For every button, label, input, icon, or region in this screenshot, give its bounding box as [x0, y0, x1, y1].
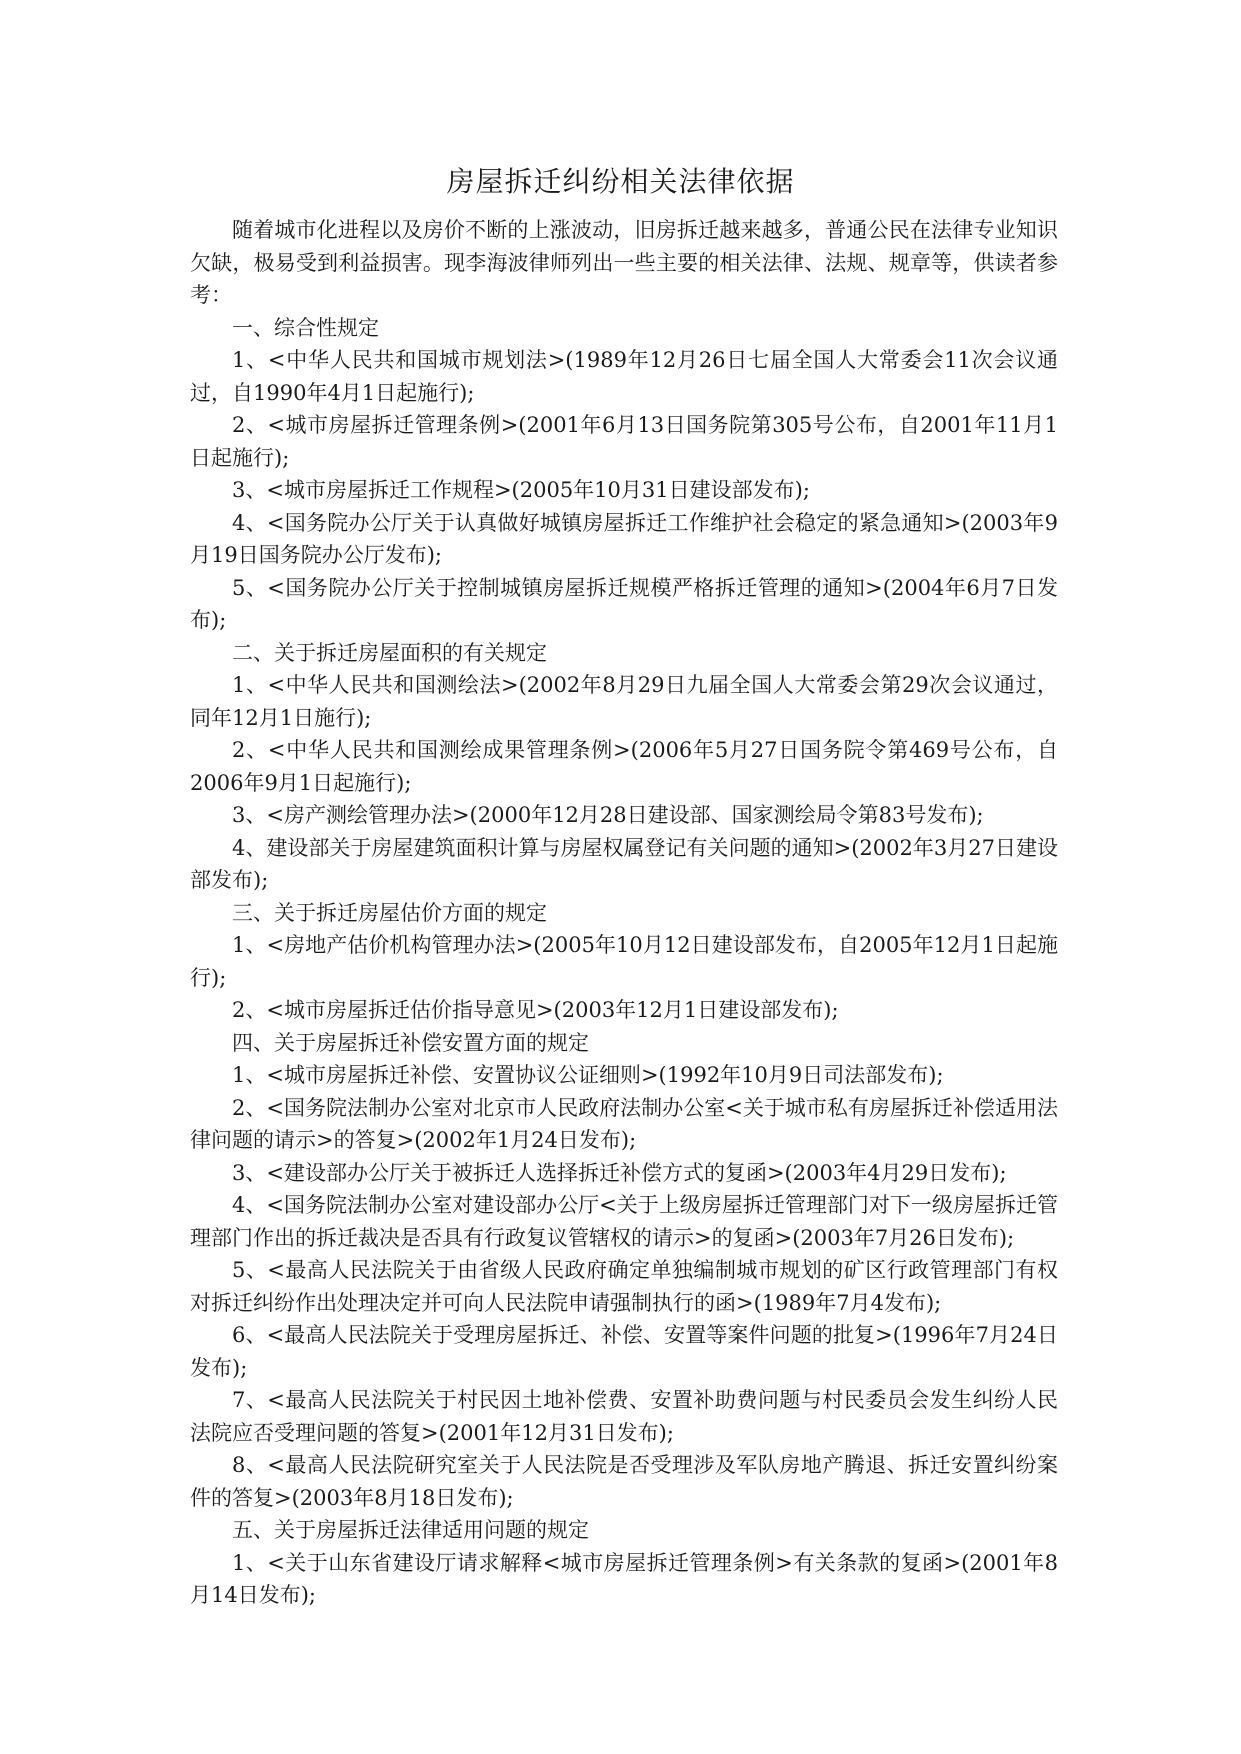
- paragraph: 2、<国务院法制办公室对北京市人民政府法制办公室<关于城市私有房屋拆迁补偿适用法律问题的请示>的答复>(2002年1月24日发布);: [190, 1095, 1058, 1152]
- document-body: [190, 214, 1058, 1612]
- paragraph: 4、<国务院办公厅关于认真做好城镇房屋拆迁工作维护社会稳定的紧急通知>(2003年9月19日国务院办公厅发布);: [190, 510, 1058, 567]
- paragraph: 4、<国务院法制办公室对建设部办公厅<关于上级房屋拆迁管理部门对下一级房屋拆迁管理部门作出的拆迁裁决是否具有行政复议管辖权的请示>的复函>(2003年7月26日发布);: [190, 1193, 1058, 1250]
- paragraph: 1、<中华人民共和国城市规划法>(1989年12月26日七届全国人大常委会11次会议通过，自1990年4月1日起施行);: [190, 348, 1058, 405]
- paragraph: 2、<城市房屋拆迁管理条例>(2001年6月13日国务院第305号公布，自2001年11月1日起施行);: [190, 413, 1058, 470]
- paragraph: 5、<最高人民法院关于由省级人民政府确定单独编制城市规划的矿区行政管理部门有权对拆迁纠纷作出处理决定并可向人民法院申请强制执行的函>(1989年7月4发布);: [190, 1258, 1058, 1315]
- paragraph: 三、关于拆迁房屋估价方面的规定: [232, 900, 547, 925]
- paragraph: 4、建设部关于房屋建筑面积计算与房屋权属登记有关问题的通知>(2002年3月27日建设部发布);: [190, 835, 1058, 892]
- paragraph: 五、关于房屋拆迁法律适用问题的规定: [232, 1518, 589, 1542]
- paragraph: 1、<城市房屋拆迁补偿、安置协议公证细则>(1992年10月9日司法部发布);: [232, 1063, 944, 1087]
- paragraph: 3、<城市房屋拆迁工作规程>(2005年10月31日建设部发布);: [232, 478, 810, 502]
- document-title: 房屋拆迁纠纷相关法律依据: [446, 165, 795, 198]
- paragraph: 6、<最高人民法院关于受理房屋拆迁、补偿、安置等案件问题的批复>(1996年7月24日发布);: [190, 1323, 1058, 1380]
- paragraph: 8、<最高人民法院研究室关于人民法院是否受理涉及军队房地产腾退、拆迁安置纠纷案件的答复>(2003年8月18日发布);: [190, 1453, 1058, 1510]
- paragraph: 1、<关于山东省建设厅请求解释<城市房屋拆迁管理条例>有关条款的复函>(2001年8月14日发布);: [190, 1550, 1058, 1607]
- paragraph: 2、<城市房屋拆迁估价指导意见>(2003年12月1日建设部发布);: [232, 998, 839, 1022]
- paragraph: 四、关于房屋拆迁补偿安置方面的规定: [232, 1030, 589, 1055]
- paragraph: 一、综合性规定: [232, 315, 379, 340]
- paragraph: 3、<房产测绘管理办法>(2000年12月28日建设部、国家测绘局令第83号发布);: [232, 803, 984, 827]
- paragraph: 3、<建设部办公厅关于被拆迁人选择拆迁补偿方式的复函>(2003年4月29日发布);: [232, 1160, 1007, 1185]
- paragraph: 1、<中华人民共和国测绘法>(2002年8月29日九届全国人大常委会第29次会议通过，同年12月1日施行);: [190, 673, 1058, 730]
- paragraph: 1、<房地产估价机构管理办法>(2005年10月12日建设部发布，自2005年12月1日起施行);: [190, 933, 1058, 990]
- paragraph: 7、<最高人民法院关于村民因土地补偿费、安置补助费问题与村民委员会发生纠纷人民法院应否受理问题的答复>(2001年12月31日发布);: [190, 1388, 1058, 1445]
- paragraph: 5、<国务院办公厅关于控制城镇房屋拆迁规模严格拆迁管理的通知>(2004年6月7日发布);: [190, 575, 1058, 632]
- paragraph: 二、关于拆迁房屋面积的有关规定: [232, 640, 547, 665]
- paragraph: 随着城市化进程以及房价不断的上涨波动，旧房拆迁越来越多，普通公民在法律专业知识欠缺，极易受到利益损害。现李海波律师列出一些主要的相关法律、法规、规章等，供读者参考：: [190, 218, 1058, 307]
- paragraph: 2、<中华人民共和国测绘成果管理条例>(2006年5月27日国务院令第469号公布，自2006年9月1日起施行);: [190, 738, 1058, 795]
